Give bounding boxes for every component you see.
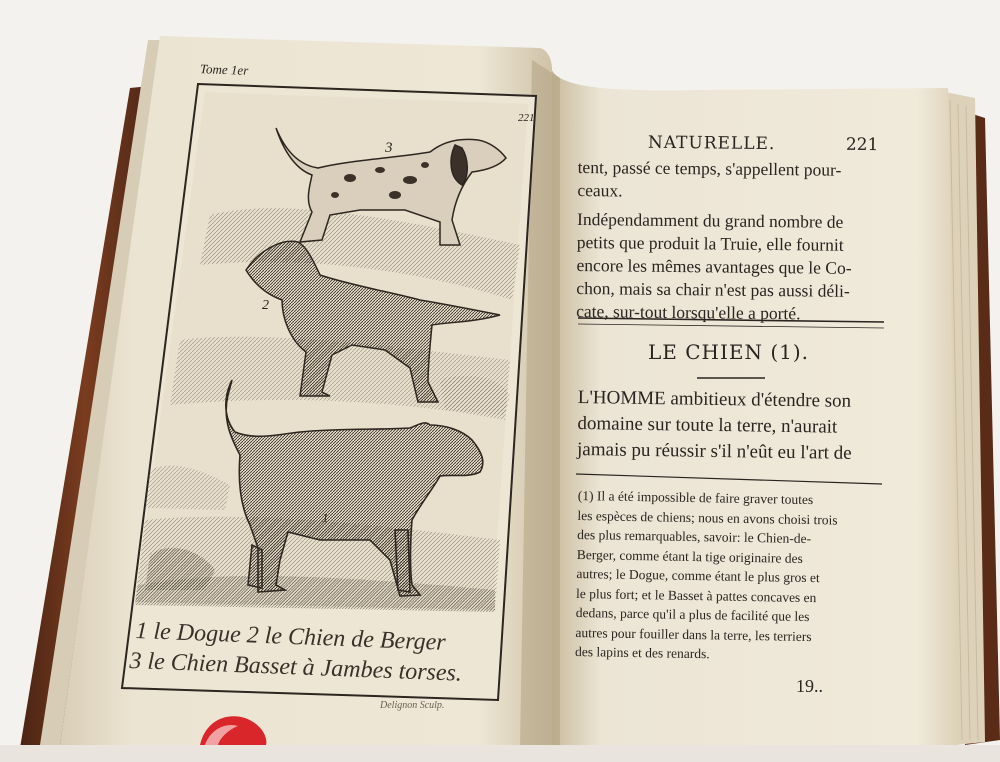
para3-line3: jamais pu réussir s'il n'eût eu l'art de bbox=[576, 438, 852, 464]
chapter-heading: LE CHIEN (1). bbox=[648, 340, 810, 364]
footnote-line5: autres; le Dogue, comme étant le plus gros et bbox=[576, 565, 820, 586]
para3 bbox=[577, 385, 888, 467]
footnote-line1: (1) Il a été impossible de faire graver toutes bbox=[577, 487, 814, 508]
engraver-credit: Delignon Sculp. bbox=[380, 700, 445, 711]
para2-line4: chon, mais sa chair n'est pas aussi déli- bbox=[576, 277, 850, 301]
para1-line1: tent, passé ce temps, s'appellent pour- bbox=[577, 156, 842, 180]
figure-number-3: 3 bbox=[385, 140, 393, 156]
footnote-line3: des plus remarquables, savoir: le Chien-de- bbox=[577, 526, 812, 547]
para2-line5: cate, sur-tout lorsqu'elle a porté. bbox=[576, 300, 801, 324]
footnote-line7: dedans, parce qu'il a plus de facilité que les bbox=[575, 604, 810, 625]
para3-line2: domaine sur toute la terre, n'aurait bbox=[577, 412, 838, 438]
para2-line3: encore les mêmes avantages que le Co- bbox=[576, 254, 852, 278]
footnote-line9: des lapins et des renards. bbox=[574, 643, 710, 662]
tome-label: Tome 1er bbox=[199, 61, 249, 78]
plate-caption-line2: 3 le Chien Basset à Jambes torses. bbox=[129, 648, 463, 687]
para1-line2: ceaux. bbox=[577, 179, 623, 201]
page-number: 221 bbox=[845, 134, 879, 156]
footnote-line6: le plus fort; et le Basset à pattes concaves en bbox=[576, 585, 817, 605]
running-head: NATURELLE. bbox=[647, 132, 776, 155]
para2-line1: Indépendamment du grand nombre de bbox=[576, 208, 844, 232]
plate-page-number: 221 bbox=[518, 112, 535, 124]
plate-caption-line1: 1 le Dogue 2 le Chien de Berger bbox=[135, 618, 447, 656]
para2-line2: petits que produit la Truie, elle fournit bbox=[576, 231, 844, 255]
signature-mark: 19.. bbox=[796, 676, 823, 696]
footnote-line8: autres pour fouiller dans la terre, les terriers bbox=[575, 624, 812, 644]
footnote bbox=[575, 486, 888, 667]
right-page-text-block bbox=[576, 132, 888, 326]
footnote-line4: Berger, comme étant la tige originaire des bbox=[576, 546, 803, 566]
para3-line1: L'HOMME ambitieux d'étendre son bbox=[577, 386, 852, 412]
figure-number-1: 1 bbox=[322, 510, 329, 525]
footnote-line2: les espèces de chiens; nous en avons choisi trois bbox=[577, 507, 838, 528]
figure-number-2: 2 bbox=[262, 298, 269, 313]
